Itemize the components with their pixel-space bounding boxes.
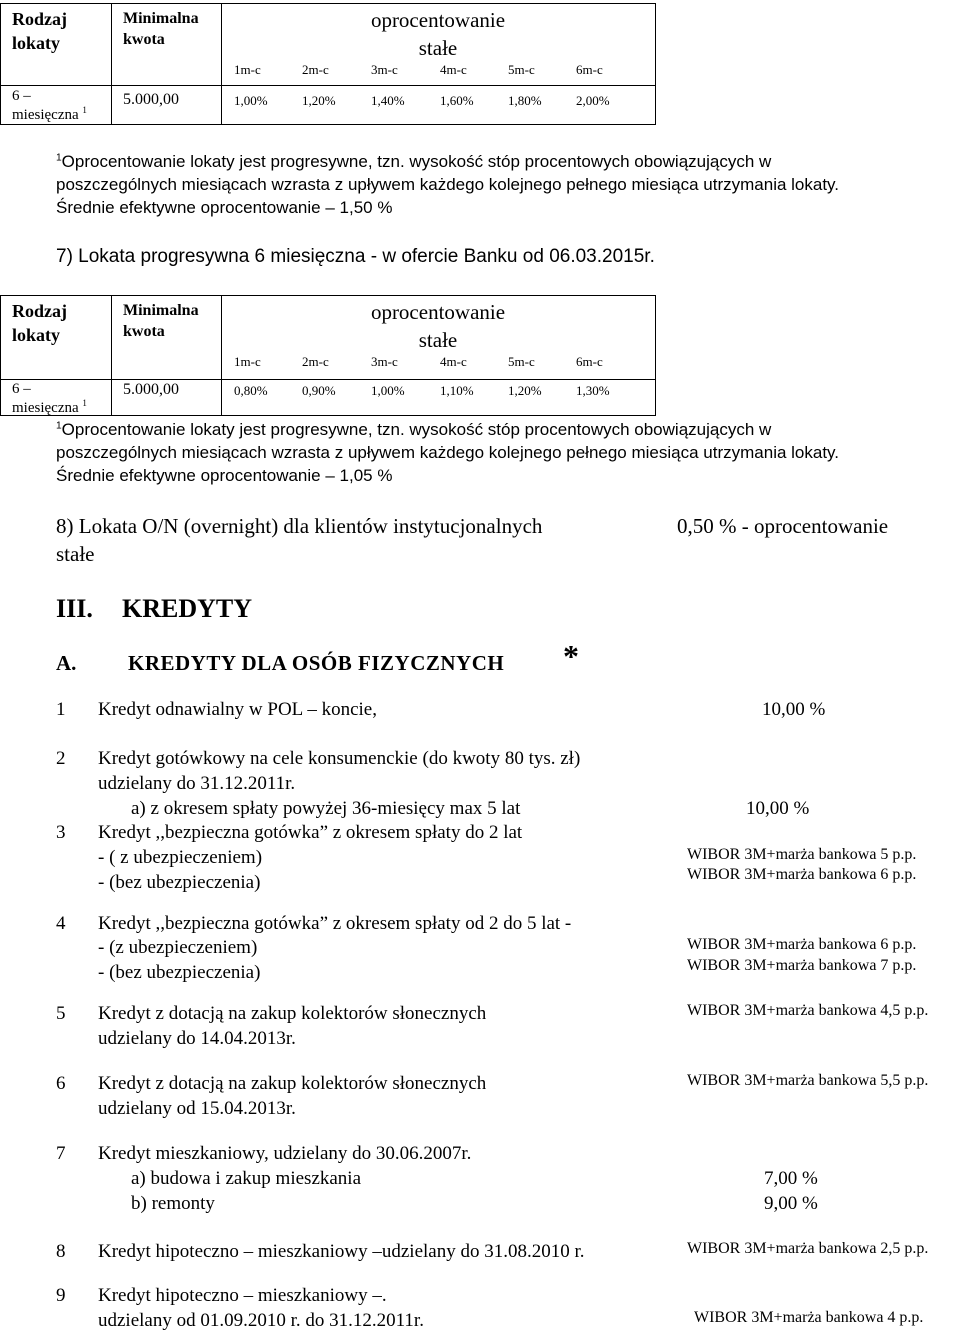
table-2-header-rate: oprocentowanie stałe bbox=[370, 300, 506, 352]
table-2-divider bbox=[111, 295, 112, 415]
item-text: udzielany od 01.09.2010 r. do 31.12.2011r. bbox=[98, 1310, 424, 1331]
item-text: Kredyt gotówkowy na cele konsumenckie (do kwoty 80 tys. zł) bbox=[98, 748, 581, 769]
section-8-title: 8) Lokata O/N (overnight) dla klientów instytucjonalnych bbox=[56, 514, 543, 538]
table-1-divider bbox=[111, 3, 112, 124]
table-2-month-header: 6m-c bbox=[576, 354, 603, 369]
table-2-month-header: 1m-c bbox=[234, 354, 261, 369]
item-text: udzielany do 31.12.2011r. bbox=[98, 773, 296, 794]
table-1-header-min-amount: Minimalna kwota bbox=[123, 10, 199, 48]
item-subpoint: - (bez ubezpieczenia) bbox=[98, 962, 261, 983]
section-8-rate: 0,50 % - oprocentowanie bbox=[677, 514, 889, 538]
table-1-month-header: 2m-c bbox=[302, 62, 329, 77]
item-number: 8 bbox=[56, 1241, 66, 1262]
table-2-rate: 1,20% bbox=[508, 383, 542, 398]
table-1-rate: 1,40% bbox=[371, 93, 405, 108]
table-1-row-divider bbox=[0, 85, 655, 86]
table-1-rate: 1,80% bbox=[508, 93, 542, 108]
table-2-rate: 1,30% bbox=[576, 383, 610, 398]
item-number: 5 bbox=[56, 1003, 66, 1024]
table-1-header-type: Rodzaj lokaty bbox=[12, 9, 67, 53]
item-subpoint: - (bez ubezpieczenia) bbox=[98, 872, 261, 893]
item-text: Kredyt mieszkaniowy, udzielany do 30.06.2007r. bbox=[98, 1143, 472, 1164]
item-text: Kredyt z dotacją na zakup kolektorów słonecznych bbox=[98, 1003, 487, 1024]
kredyty-subsection-title: KREDYTY DLA OSÓB FIZYCZNYCH bbox=[128, 651, 505, 675]
item-number: 1 bbox=[56, 699, 66, 720]
asterisk-mark: * bbox=[563, 638, 579, 674]
table-2-rate: 1,10% bbox=[440, 383, 474, 398]
item-rate: WIBOR 3M+marża bankowa 7 p.p. bbox=[687, 957, 917, 974]
item-rate: WIBOR 3M+marża bankowa 2,5 p.p. bbox=[687, 1240, 929, 1257]
table-1-rate: 1,60% bbox=[440, 93, 474, 108]
section-7-title: 7) Lokata progresywna 6 miesięczna - w ofercie Banku od 06.03.2015r. bbox=[56, 246, 655, 267]
item-number: 7 bbox=[56, 1143, 66, 1164]
table-1-month-header: 5m-c bbox=[508, 62, 535, 77]
table-2-month-header: 4m-c bbox=[440, 354, 467, 369]
item-rate: 9,00 % bbox=[764, 1193, 818, 1214]
kredyty-section-number: III. bbox=[56, 594, 93, 623]
item-number: 6 bbox=[56, 1073, 66, 1094]
item-number: 3 bbox=[56, 822, 66, 843]
item-subpoint: b) remonty bbox=[131, 1193, 215, 1214]
item-subpoint: a) budowa i zakup mieszkania bbox=[131, 1168, 362, 1189]
table-2-rate: 0,80% bbox=[234, 383, 268, 398]
item-text: Kredyt odnawialny w POL – koncie, bbox=[98, 699, 377, 720]
item-number: 2 bbox=[56, 748, 66, 769]
table-2-month-header: 2m-c bbox=[302, 354, 329, 369]
kredyty-subsection-letter: A. bbox=[56, 651, 77, 675]
table-2-row-type: 6 – miesięczna $^1$ bbox=[12, 381, 87, 416]
table-2-header-type: Rodzaj lokaty bbox=[12, 301, 67, 345]
item-rate: WIBOR 3M+marża bankowa 5,5 p.p. bbox=[687, 1072, 929, 1089]
item-number: 4 bbox=[56, 913, 66, 934]
item-text: Kredyt hipoteczno – mieszkaniowy –. bbox=[98, 1285, 387, 1306]
table-1-rate: 2,00% bbox=[576, 93, 610, 108]
table-1-month-header: 1m-c bbox=[234, 62, 261, 77]
item-number: 9 bbox=[56, 1285, 66, 1306]
table-1-month-header: 3m-c bbox=[371, 62, 398, 77]
table-2-row-min-amount: 5.000,00 bbox=[123, 381, 179, 398]
item-rate: WIBOR 3M+marża bankowa 6 p.p. bbox=[687, 866, 917, 883]
item-rate: 10,00 % bbox=[746, 798, 810, 819]
table-1-month-header: 4m-c bbox=[440, 62, 467, 77]
table-1-rate: 1,20% bbox=[302, 93, 336, 108]
table-1-row-type: 6 – miesięczna $^1$ bbox=[12, 88, 87, 123]
footnote-1: $^1$Oprocentowanie lokaty jest progresywne, tzn. wysokość stóp procentowych obowiązujących w poszczególnych miesiącach wzrasta z upływem każdego kolejnego pełnego miesiąca utrzymania lokaty. Średnie efektywne oprocentowanie – 1,50 % bbox=[56, 152, 840, 217]
item-rate: WIBOR 3M+marża bankowa 4 p.p. bbox=[694, 1309, 924, 1326]
table-2-row-divider bbox=[0, 379, 655, 380]
table-1-row-min-amount: 5.000,00 bbox=[123, 91, 179, 108]
item-text: Kredyt z dotacją na zakup kolektorów słonecznych bbox=[98, 1073, 487, 1094]
section-8-continuation: stałe bbox=[56, 542, 95, 566]
table-2-header-min-amount: Minimalna kwota bbox=[123, 302, 199, 340]
table-1-month-header: 6m-c bbox=[576, 62, 603, 77]
footnote-2: $^1$Oprocentowanie lokaty jest progresywne, tzn. wysokość stóp procentowych obowiązujących w poszczególnych miesiącach wzrasta z upływem każdego kolejnego pełnego miesiąca utrzymania lokaty. Średnie efektywne oprocentowanie – 1,05 % bbox=[56, 420, 840, 485]
table-2-rate: 0,90% bbox=[302, 383, 336, 398]
table-2-month-header: 3m-c bbox=[371, 354, 398, 369]
item-text: Kredyt ,,bezpieczna gotówka” z okresem spłaty od 2 do 5 lat - bbox=[98, 913, 572, 934]
kredyty-section-title: KREDYTY bbox=[122, 594, 253, 623]
table-2-month-header: 5m-c bbox=[508, 354, 535, 369]
item-subpoint: - (z ubezpieczeniem) bbox=[98, 937, 258, 958]
item-text: udzielany do 14.04.2013r. bbox=[98, 1028, 296, 1049]
item-rate: 10,00 % bbox=[762, 699, 826, 720]
item-text: Kredyt ,,bezpieczna gotówka” z okresem spłaty do 2 lat bbox=[98, 822, 523, 843]
item-subpoint: - ( z ubezpieczeniem) bbox=[98, 847, 263, 868]
item-rate: WIBOR 3M+marża bankowa 5 p.p. bbox=[687, 846, 917, 863]
item-rate: 7,00 % bbox=[764, 1168, 818, 1189]
item-rate: WIBOR 3M+marża bankowa 4,5 p.p. bbox=[687, 1002, 929, 1019]
table-2-rate: 1,00% bbox=[371, 383, 405, 398]
item-text: Kredyt hipoteczno – mieszkaniowy –udzielany do 31.08.2010 r. bbox=[98, 1241, 585, 1262]
item-rate: WIBOR 3M+marża bankowa 6 p.p. bbox=[687, 936, 917, 953]
table-1-rate: 1,00% bbox=[234, 93, 268, 108]
item-text: udzielany od 15.04.2013r. bbox=[98, 1098, 296, 1119]
item-subpoint: a) z okresem spłaty powyżej 36-miesięcy max 5 lat bbox=[131, 798, 521, 819]
table-1-header-rate: oprocentowanie stałe bbox=[370, 8, 506, 60]
